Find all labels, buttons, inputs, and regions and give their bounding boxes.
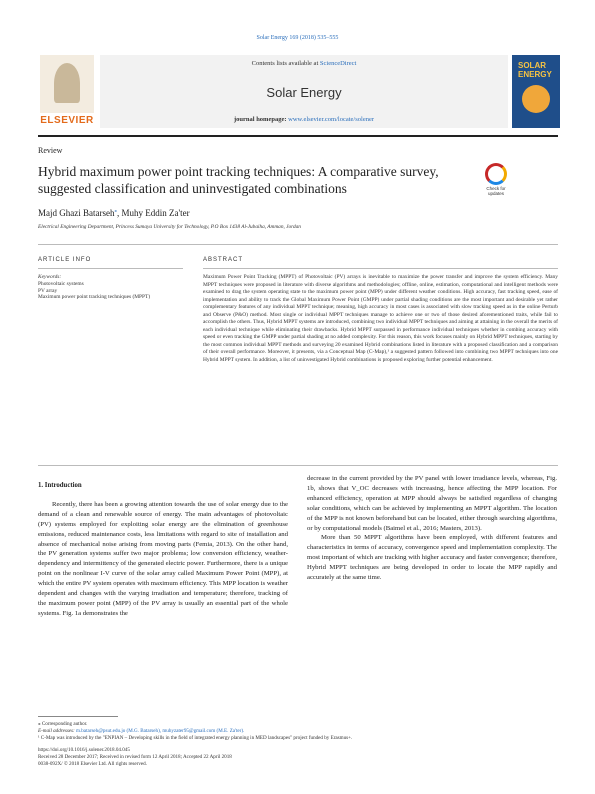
keyword: Maximum power point tracking techniques (MPPT) <box>38 294 151 301</box>
crossmark-icon <box>485 163 507 185</box>
crossmark-label: Check for updates <box>486 186 506 196</box>
corresponding-author-mark[interactable]: ⁎ <box>114 209 117 214</box>
journal-name: Solar Energy <box>266 85 342 100</box>
body-column-right <box>307 474 557 583</box>
sciencedirect-link[interactable]: ScienceDirect <box>319 60 357 67</box>
contents-line <box>100 60 508 67</box>
footnote-rule <box>38 716 118 717</box>
section-heading: 1. Introduction <box>38 482 82 489</box>
article-type: Review <box>38 146 63 155</box>
journal-citation-link[interactable]: Solar Energy 169 (2018) 535–555 <box>256 35 339 41</box>
author-name[interactable]: Majd Ghazi Batarseh <box>38 208 115 218</box>
elsevier-logo <box>38 55 96 128</box>
publisher-name: ELSEVIER <box>40 115 94 126</box>
keyword: PV array <box>38 287 58 294</box>
author-affiliation: Electrical Engineering Department, Princess Sumaya University for Technology, P.O Box 1438 Al-Jubaiha, Amman, Jordan <box>38 224 301 230</box>
keyword: Photovoltaic systems <box>38 280 84 287</box>
body-paragraph: Recently, there has been a growing attention towards the use of solar energy due to the demand of a clean and renewable source of energy. The main advantages of photovoltaic (PV) systems employed for exploiting solar energy are the elimination of greenhouse emissions, reduced maintenance costs, less limitations with regard to site of installation and absence of mechanical noise arising from moving parts (Femia, 2013). On the other hand, the PV generation systems suffer two major problems; low conversion efficiency, weather-dependency and intermittency of the generated electric power. Furthermore, there is a unique point on the nonlinear I-V curve of the solar array called Maximum Power Point (MPP), at which the entire PV system operates with maximum efficiency. This MPP location is weather dependent and changes with the varying irradiation and temperature; therefore, tracking of the maximum power point (MPP) of the PV array is usually an essential part of the whole systems. Fig. 1a demonstrates the <box>38 500 288 617</box>
divider <box>38 244 558 245</box>
contents-prefix: Contents lists available at <box>251 60 320 67</box>
email-line <box>38 728 558 735</box>
abstract-heading: ABSTRACT <box>203 257 244 263</box>
cover-title: SOLAR ENERGY <box>518 61 552 79</box>
author-name[interactable]: Muhy Eddin Za'ter <box>121 208 190 218</box>
copyright-line: 0038-092X/ © 2018 Elsevier Ltd. All rights reserved. <box>38 761 147 767</box>
divider <box>38 465 558 466</box>
crossmark-button[interactable] <box>478 163 514 201</box>
footnote: ¹ C-Map was introduced by the "ENPIAN – Developing skills in the field of integrated energy planning in MED landscapes" project funded by Erasmus+. <box>38 735 353 741</box>
journal-cover-image <box>512 55 560 128</box>
header-rule <box>38 135 558 137</box>
body-paragraph: decrease in the current provided by the PV panel with lower irradiance levels, whereas, Fig. 1b, shows that V_OC decreases with increasing, hence affecting the MPP location. For enhanced efficiency, operation at MPP should always be satisfied regardless of changing solar conditions, which can be achieved by implementing an MPPT algorithm. The location of the MPP is not known beforehand but can be located, either through searching algorithms, or by computational models (Baimel et al., 2016; Masters, 2013). <box>307 475 557 532</box>
doi-link[interactable]: https://doi.org/10.1016/j.solener.2018.04.045 <box>38 747 130 753</box>
author-list <box>38 208 190 218</box>
corresponding-note: ⁎ Corresponding author. <box>38 721 88 727</box>
received-dates: Received 28 December 2017; Received in revised form 12 April 2018; Accepted 22 April 2018 <box>38 754 232 760</box>
body-paragraph: More than 50 MPPT algorithms have been employed, with different features and characteristics in terms of accuracy, convergence speed and implementation complexity. The most important of which are tracking with higher accuracy and faster convergence; therefore, Hybrid MPPT techniques are being developed in order to locate the MPP rapidly and accurately at the same time. <box>307 534 557 582</box>
homepage-prefix: journal homepage: <box>233 116 289 123</box>
elsevier-tree-icon <box>40 55 94 113</box>
masthead-box <box>100 55 508 128</box>
author-separator: , <box>116 208 122 218</box>
divider <box>38 268 183 269</box>
keywords-label: Keywords: <box>38 274 62 280</box>
sun-icon <box>522 85 550 113</box>
email-label: E-mail addresses: <box>38 728 75 734</box>
email-links[interactable]: m.batarseh@psut.edu.jo (M.G. Batarseh), muhyzater95@gmail.com (M.E. Za'ter). <box>74 728 245 734</box>
divider <box>203 268 558 269</box>
journal-masthead <box>38 55 558 133</box>
homepage-line <box>100 116 508 123</box>
homepage-link[interactable]: www.elsevier.com/locate/solener <box>288 116 375 123</box>
abstract-text: Maximum Power Point Tracking (MPPT) of Photovoltaic (PV) arrays is inevitable to maximize the power transfer and improve the system efficiency. Many MPPT techniques were proposed in literature with diverse algorithms and methodologies; offline, online, estimation, computational and intelligent methods were examined to drag the system operating state to the maximum power point (MPP) under different weather conditions. High accuracy, fast tracking speed, ease of implementation and ability to track the Global Maximum Power Point (GMPP) under partial shading conditions are the most important and desirable yet rather complementary features of any individual MPPT technique; meaning, high accuracy in most cases is associated with slow tracking speed as in the online Perturb and Observe (P&O) method. Most single or individual MPPT techniques manage to achieve one or two of those desired aforementioned traits, while fail to accomplish the others. Thus, Hybrid MPPT systems are introduced, combining two individual MPPT techniques and aiming at attaining in the overall the merits of each individual technique while eliminating their drawbacks. Hybrid MPPT surpassed in performance individual techniques whether in combing accuracy with speed or even tracking the GMPP under partial shading at no added complexity. For this reason, this work focuses mainly on Hybrid MPPT techniques, starting by the most common individual MPPT methods and surveying 20 examined Hybrid combinations listed in literature with a proposed classification and a comparison of their overall performance. Moreover, it presents, via a Conceptual Map (C-Map),¹ a suggested pattern followed into combining two MPPT techniques into one Hybrid MPPT system. In addition, a list of uninvestigated Hybrid combinations is proposed exploring further potential enhancement. <box>203 274 558 363</box>
keywords-block <box>38 274 188 301</box>
body-column-left <box>38 481 288 619</box>
article-info-heading: ARTICLE INFO <box>38 257 92 263</box>
article-title: Hybrid maximum power point tracking techniques: A comparative survey, suggested classification and uninvestigated combinations <box>38 164 439 196</box>
